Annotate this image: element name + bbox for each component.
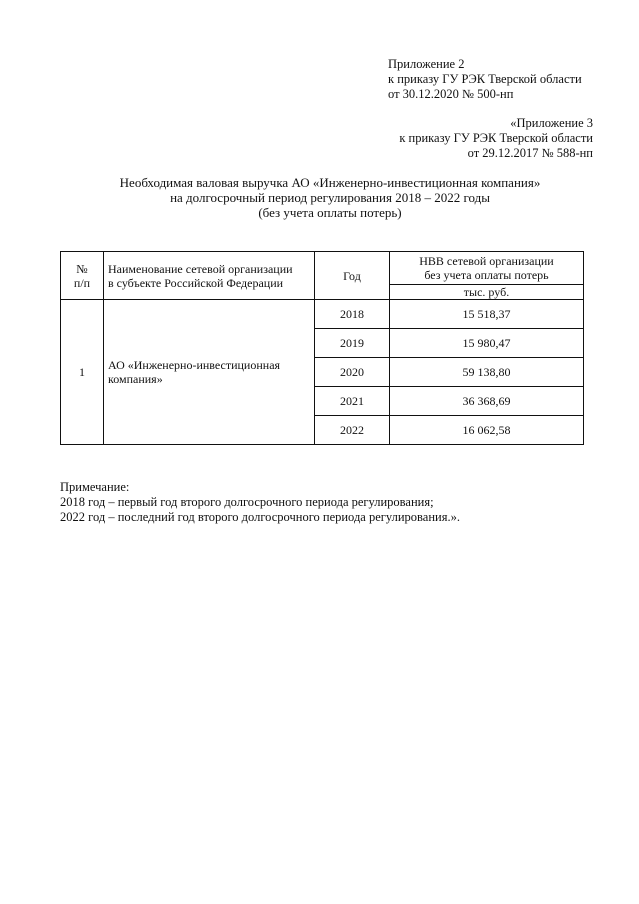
title-line3: (без учета оплаты потерь): [258, 205, 402, 220]
year-cell: 2018: [315, 300, 390, 329]
appendix-new-line3: от 30.12.2020 № 500-нп: [388, 87, 514, 101]
value-cell: 16 062,58: [390, 416, 584, 445]
value-cell: 36 368,69: [390, 387, 584, 416]
appendix-header-new: [388, 57, 582, 102]
value-cell: 15 518,37: [390, 300, 584, 329]
header-value: [390, 252, 584, 285]
header-num-line1: №: [76, 261, 88, 276]
appendix-header-old: [399, 116, 593, 161]
note-block: [60, 480, 460, 525]
header-name-line2: в субъекте Российской Федерации: [108, 275, 284, 290]
header-name-line1: Наименование сетевой организации: [108, 261, 293, 276]
header-value-line2: без учета оплаты потерь: [424, 268, 549, 282]
header-year: Год: [315, 252, 390, 300]
header-org-name: [104, 252, 315, 300]
year-cell: 2020: [315, 358, 390, 387]
header-unit: тыс. руб.: [390, 285, 584, 300]
document-title: [60, 175, 600, 220]
year-cell: 2022: [315, 416, 390, 445]
org-name-cell: АО «Инженерно-инвестиционная компания»: [104, 300, 315, 445]
note-line2: 2022 год – последний год второго долгосрочного периода регулирования.».: [60, 510, 460, 524]
header-value-line1: НВВ сетевой организации: [419, 254, 554, 268]
year-cell: 2021: [315, 387, 390, 416]
year-cell: 2019: [315, 329, 390, 358]
table-row: [61, 300, 584, 329]
appendix-old-line2: к приказу ГУ РЭК Тверской области: [399, 131, 593, 145]
title-line2: на долгосрочный период регулирования 2018 – 2022 годы: [170, 190, 490, 205]
table-header-row: [61, 252, 584, 285]
org-num-cell: 1: [61, 300, 104, 445]
nvv-table: [60, 251, 584, 445]
appendix-old-line3: от 29.12.2017 № 588-нп: [467, 146, 593, 160]
header-num-line2: п/п: [73, 275, 91, 290]
title-line1: Необходимая валовая выручка АО «Инженерно-инвестиционная компания»: [119, 175, 541, 190]
appendix-old-line1: «Приложение 3: [510, 116, 593, 130]
header-num: [61, 252, 104, 300]
note-line1: 2018 год – первый год второго долгосрочного периода регулирования;: [60, 495, 434, 509]
note-heading: Примечание:: [60, 480, 130, 494]
value-cell: 15 980,47: [390, 329, 584, 358]
appendix-new-line2: к приказу ГУ РЭК Тверской области: [388, 72, 582, 86]
value-cell: 59 138,80: [390, 358, 584, 387]
appendix-new-line1: Приложение 2: [388, 57, 465, 71]
